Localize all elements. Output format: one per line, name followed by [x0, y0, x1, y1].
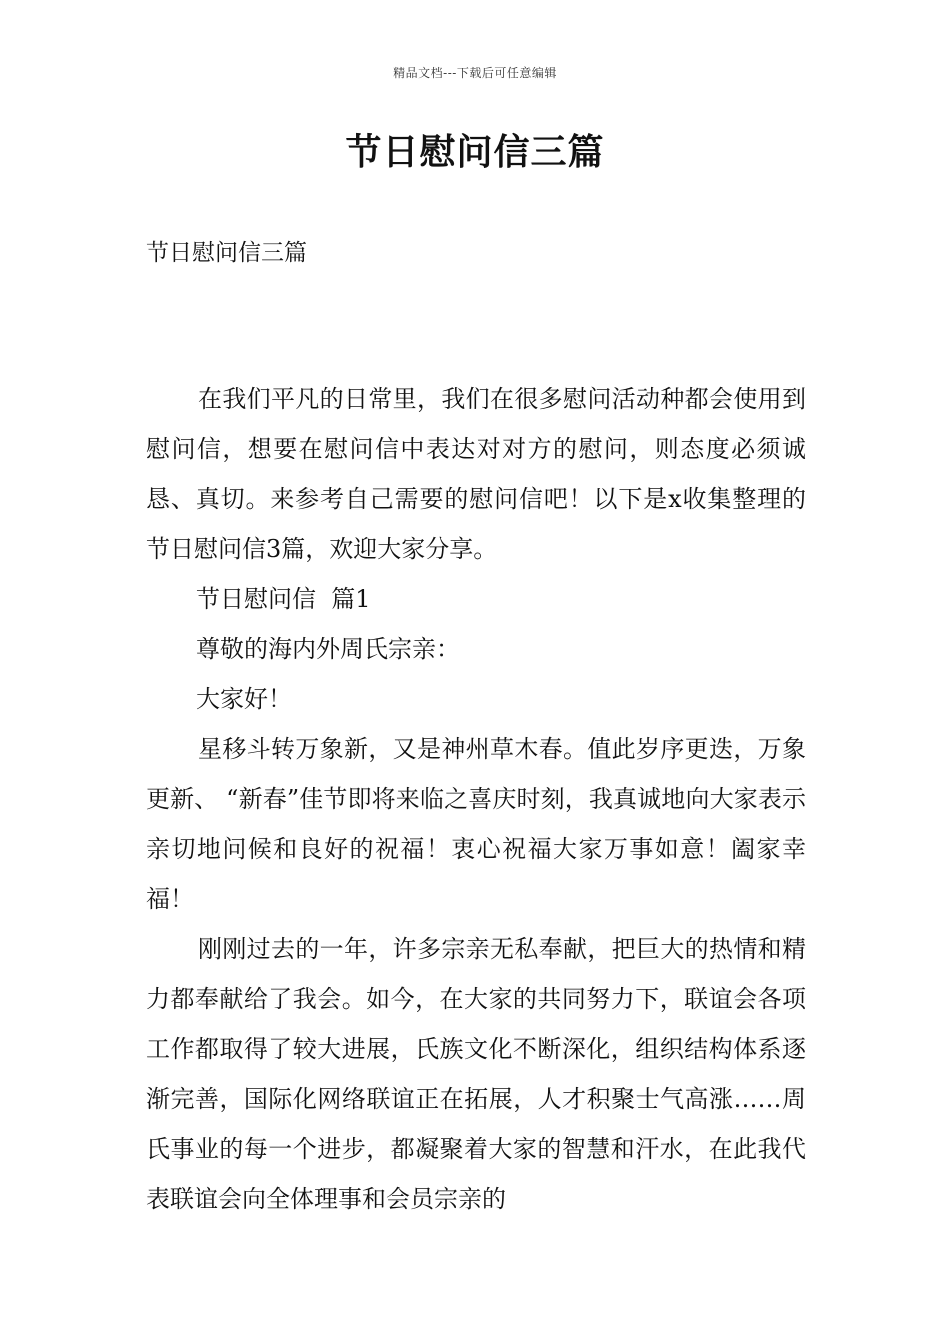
- salutation: 尊敬的海内外周氏宗亲：: [196, 635, 460, 663]
- section-heading: 节日慰问信 篇1: [196, 585, 371, 613]
- document-body: [146, 374, 806, 1224]
- intro-paragraph: 在我们平凡的日常里，我们在很多慰问活动种都会使用到慰问信，想要在慰问信中表达对对方的慰问，则态度必须诚恳、真切。来参考自己需要的慰问信吧！以下是x收集整理的节日慰问信3篇，欢迎大家分享。: [146, 385, 806, 563]
- document-title: 节日慰问信三篇: [345, 132, 605, 173]
- body-paragraph-2: 刚刚过去的一年，许多宗亲无私奉献，把巨大的热情和精力都奉献给了我会。如今，在大家的共同努力下，联谊会各项工作都取得了较大进展，氏族文化不断深化，组织结构体系逐渐完善，国际化网络联谊正在拓展，人才积聚士气高涨……周氏事业的每一个进步，都凝聚着大家的智慧和汗水，在此我代表联谊会向全体理事和会员宗亲的: [146, 935, 806, 1213]
- document-subtitle: 节日慰问信三篇: [146, 240, 307, 266]
- greeting: 大家好！: [196, 685, 292, 713]
- body-paragraph-1: 星移斗转万象新，又是神州草木春。值此岁序更迭，万象更新、 “新春”佳节即将来临之喜庆时刻，我真诚地向大家表示亲切地问候和良好的祝福！衷心祝福大家万事如意！阖家幸福！: [146, 735, 806, 913]
- header-note: 精品文档---下载后可任意编辑: [393, 66, 557, 80]
